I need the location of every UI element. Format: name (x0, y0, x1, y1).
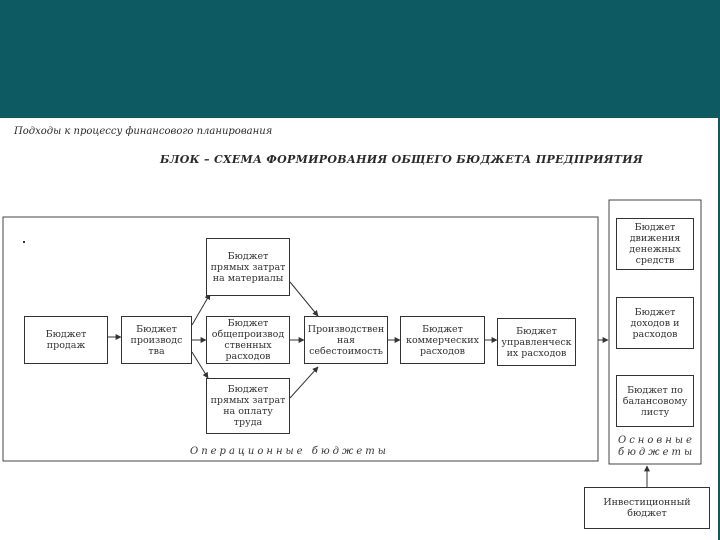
box-labor-budget: Бюджет прямых затрат на оплату труда (206, 378, 290, 434)
diagram-title: БЛОК – СХЕМА ФОРМИРОВАНИЯ ОБЩЕГО БЮДЖЕТА ПРЕДПРИЯТИЯ (160, 153, 643, 166)
box-income-expense-budget: Бюджет доходов и расходов (616, 297, 694, 349)
box-overhead-budget: Бюджет общепроизвод ственных расходов (206, 316, 290, 364)
box-production-cost: Производствен ная себестоимость (304, 316, 388, 364)
box-balance-budget: Бюджет по балансовому листу (616, 375, 694, 427)
label-operating-budgets: Операционные бюджеты (190, 446, 389, 457)
label-main-budgets: Основные бюджеты (618, 435, 696, 458)
box-sales-budget: Бюджет продаж (24, 316, 108, 364)
slide-header-band (0, 0, 720, 118)
box-production-budget: Бюджет производс тва (121, 316, 192, 364)
box-commercial-budget: Бюджет коммерческих расходов (400, 316, 485, 364)
box-management-budget: Бюджет управленческ их расходов (497, 318, 576, 366)
scan-speck (23, 241, 25, 243)
box-cashflow-budget: Бюджет движения денежных средств (616, 218, 694, 270)
section-title: Подходы к процессу финансового планирования (14, 126, 273, 137)
box-materials-budget: Бюджет прямых затрат на материалы (206, 238, 290, 296)
box-investment-budget: Инвестиционный бюджет (584, 487, 710, 529)
